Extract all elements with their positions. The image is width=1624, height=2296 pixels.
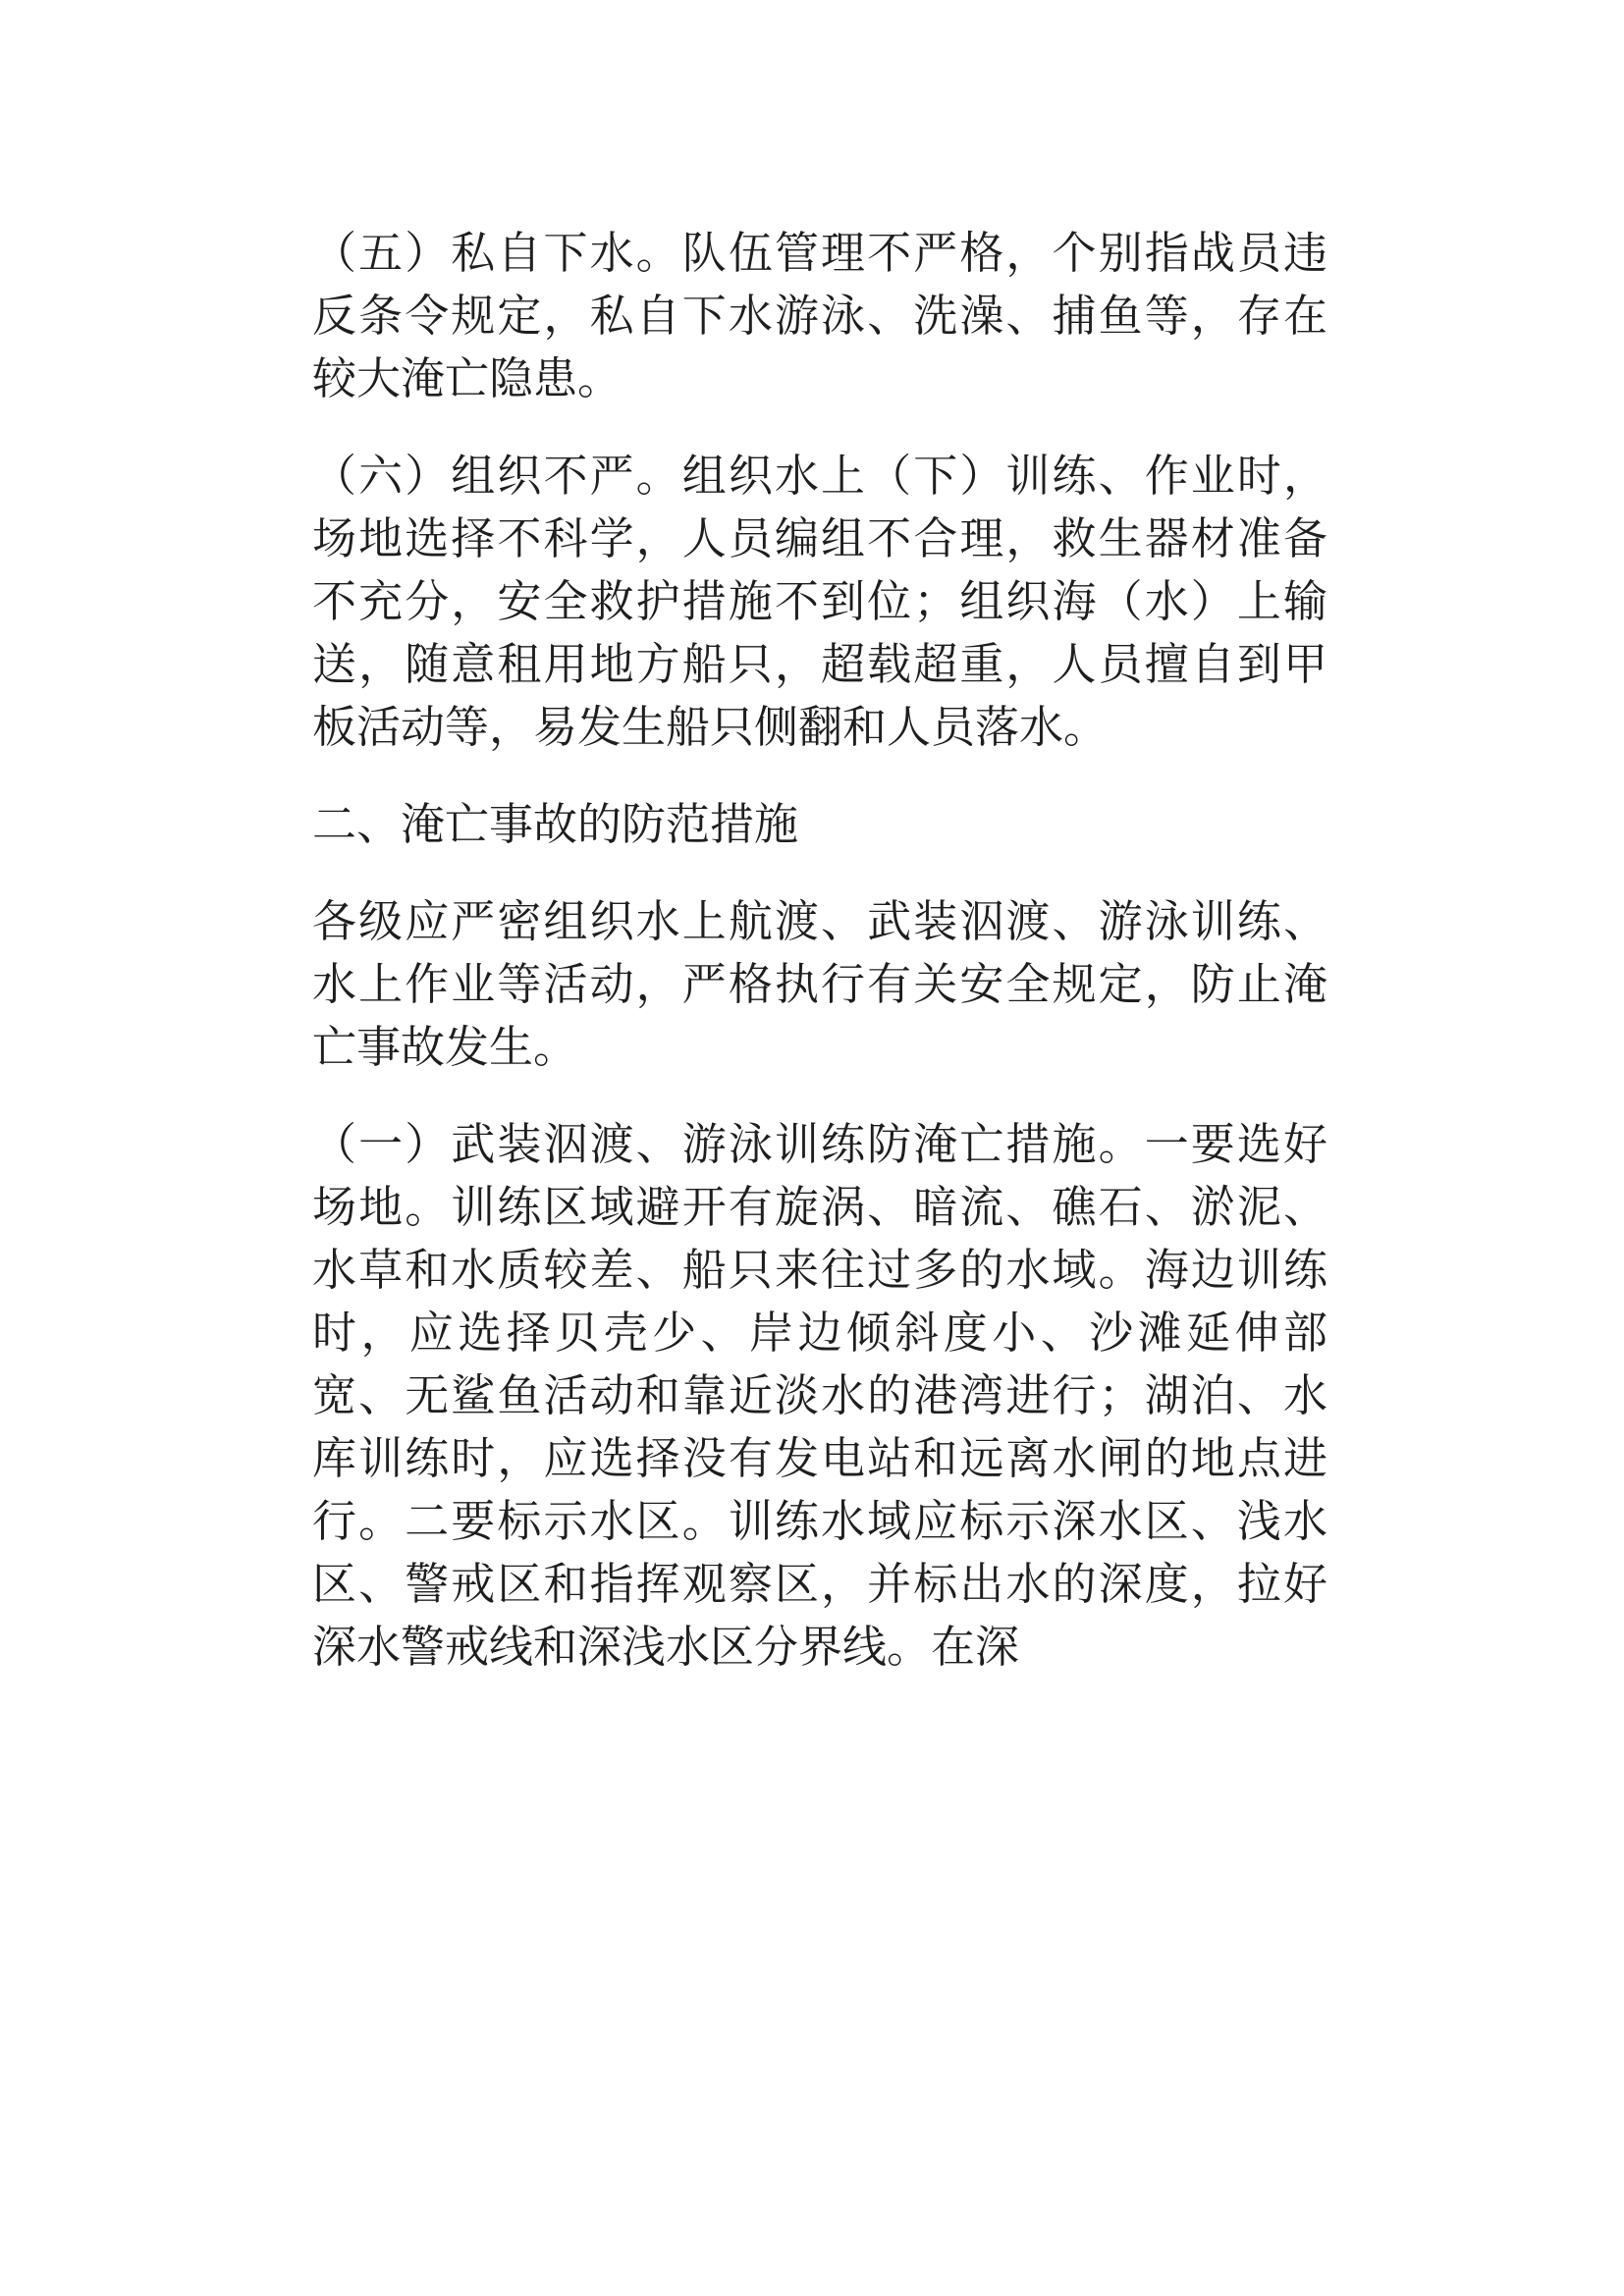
paragraph-general-requirements: 各级应严密组织水上航渡、武装泅渡、游泳训练、水上作业等活动，严格执行有关安全规定，防止淹亡事故发生。 (312, 895, 1327, 1073)
section-heading-prevention: 二、淹亡事故的防范措施 (312, 798, 799, 850)
paragraph-private-swimming: （五）私自下水。队伍管理不严格，个别指战员违反条令规定，私自下水游泳、洗澡、捕鱼等，存在较大淹亡隐患。 (312, 227, 1327, 404)
paragraph-armed-swimming-measures: （一）武装泅渡、游泳训练防淹亡措施。一要选好场地。训练区域避开有旋涡、暗流、礁石、淤泥、水草和水质较差、船只来往过多的水域。海边训练时，应选择贝壳少、岸边倾斜度小、沙滩延伸部宽、无鲨鱼活动和靠近淡水的港湾进行；湖泊、水库训练时，应选择没有发电站和远离水闸的地点进行。二要标示水区。训练水域应标示深水区、浅水区、警戒区和指挥观察区，并标出水的深度，拉好深水警戒线和深浅水区分界线。在深 (312, 1118, 1327, 1673)
document-body (312, 222, 1327, 1713)
paragraph-poor-organization: （六）组织不严。组织水上（下）训练、作业时，场地选择不科学，人员编组不合理，救生器材准备不充分，安全救护措施不到位；组织海（水）上输送，随意租用地方船只，超载超重，人员擅自到甲板活动等，易发生船只侧翻和人员落水。 (312, 450, 1327, 753)
